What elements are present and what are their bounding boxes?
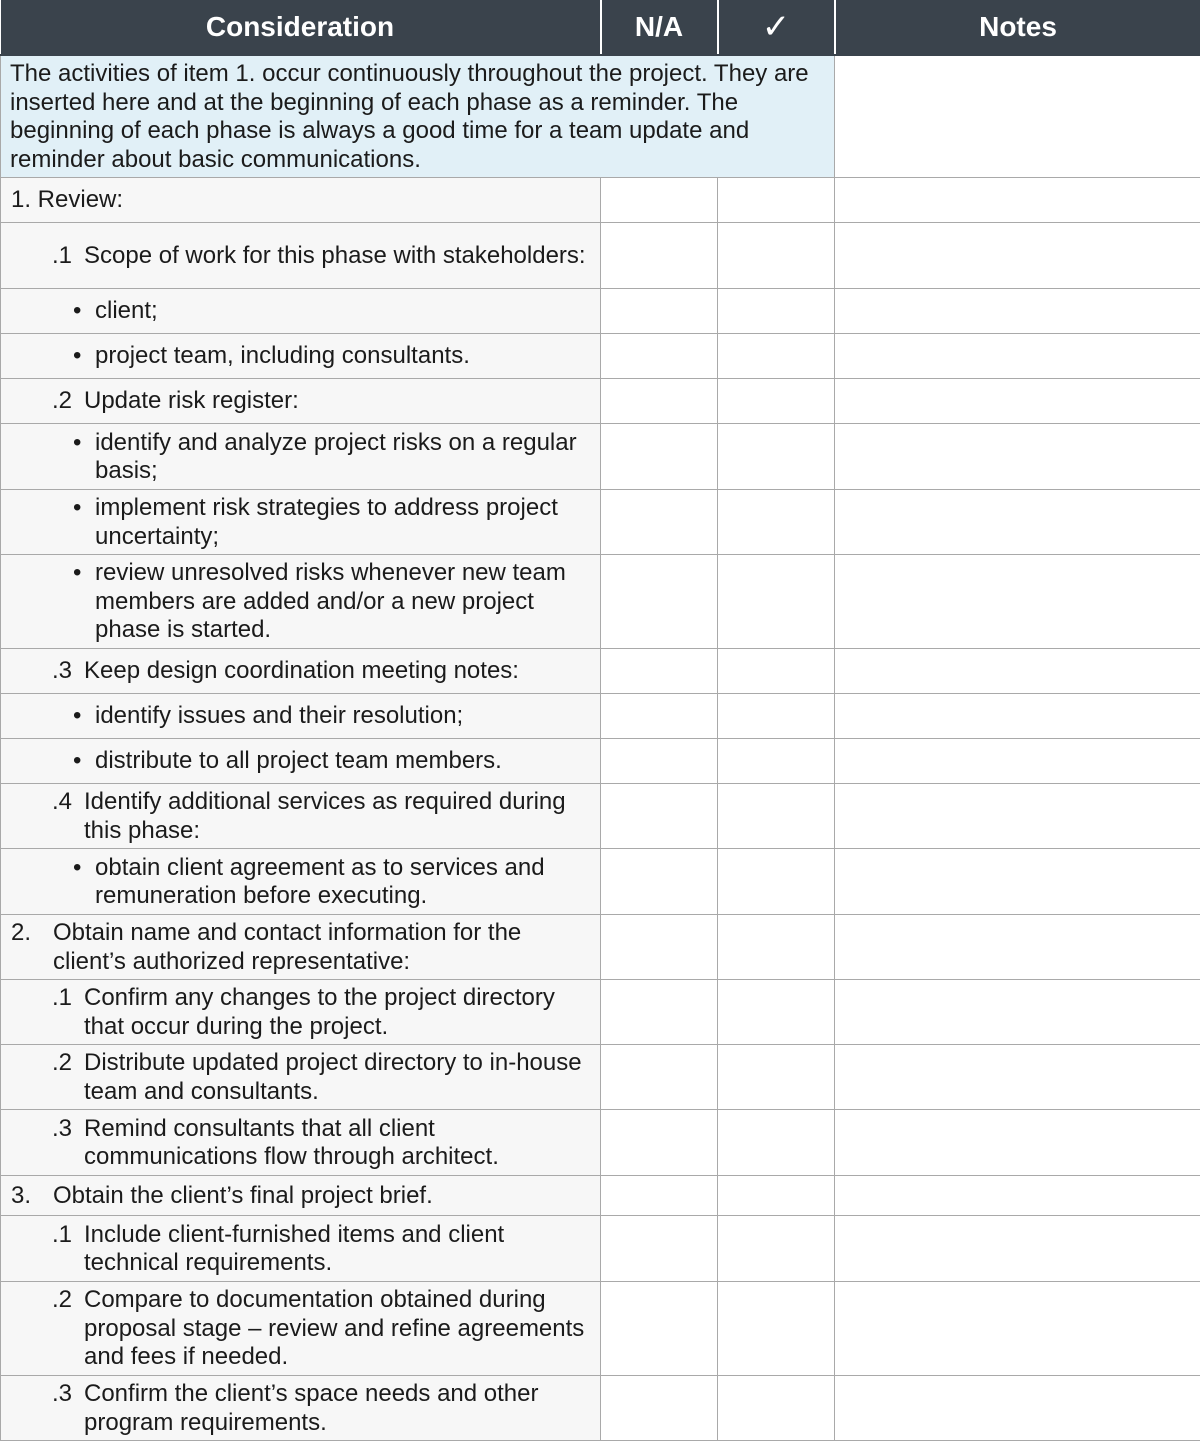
item-text: identify and analyze project risks on a regular basis; — [95, 428, 577, 484]
check-cell[interactable] — [718, 490, 835, 555]
header-consideration: Consideration — [1, 0, 601, 55]
checklist-row — [1, 649, 1200, 694]
na-cell[interactable] — [601, 334, 718, 379]
na-cell[interactable] — [601, 1176, 718, 1216]
item-number: .3 — [52, 1114, 73, 1142]
notes-cell[interactable] — [835, 334, 1200, 379]
consideration-cell — [1, 915, 601, 980]
check-cell[interactable] — [718, 694, 835, 739]
consideration-cell — [1, 1176, 601, 1216]
na-cell[interactable] — [601, 739, 718, 784]
notes-cell[interactable] — [835, 980, 1200, 1045]
item-text: identify issues and their resolution; — [95, 702, 464, 730]
checklist-row — [1, 784, 1200, 849]
notes-cell[interactable] — [835, 849, 1200, 915]
check-cell[interactable] — [718, 1110, 835, 1176]
checklist-row — [1, 379, 1200, 424]
item-number: 3. — [11, 1181, 32, 1209]
header-na: N/A — [601, 0, 718, 55]
bullet-icon: • — [73, 853, 82, 881]
consideration-cell — [1, 1282, 601, 1376]
bullet-icon: • — [73, 297, 82, 325]
na-cell[interactable] — [601, 223, 718, 289]
check-cell[interactable] — [718, 334, 835, 379]
consideration-cell — [1, 1110, 601, 1176]
na-cell[interactable] — [601, 1376, 718, 1441]
checklist-row — [1, 739, 1200, 784]
item-number: .1 — [52, 984, 73, 1011]
item-text: Keep design coordination meeting notes: — [84, 657, 519, 685]
item-text: project team, including consultants. — [95, 342, 470, 370]
notes-cell[interactable] — [835, 1376, 1200, 1441]
check-cell[interactable] — [718, 289, 835, 334]
check-cell[interactable] — [718, 649, 835, 694]
consideration-cell — [1, 1045, 601, 1110]
checklist-row — [1, 694, 1200, 739]
check-cell[interactable] — [718, 1216, 835, 1282]
consideration-cell — [1, 424, 601, 490]
checklist-row — [1, 1376, 1200, 1441]
checklist-row — [1, 980, 1200, 1045]
item-text: review unresolved risks whenever new team members are added and/or a new project phase is started. — [95, 559, 566, 644]
notes-cell[interactable] — [835, 555, 1200, 649]
bullet-icon: • — [73, 747, 82, 775]
item-text: distribute to all project team members. — [95, 747, 502, 775]
notes-cell[interactable] — [835, 424, 1200, 490]
consideration-cell — [1, 334, 601, 379]
notes-cell[interactable] — [835, 223, 1200, 289]
notes-cell[interactable] — [835, 1110, 1200, 1176]
checklist-row — [1, 1110, 1200, 1176]
notes-cell[interactable] — [835, 1045, 1200, 1110]
checklist-row — [1, 178, 1200, 223]
notes-cell[interactable] — [835, 178, 1200, 223]
notes-cell[interactable] — [835, 379, 1200, 424]
check-cell[interactable] — [718, 1176, 835, 1216]
notes-cell[interactable] — [835, 739, 1200, 784]
item-text: Compare to documentation obtained during proposal stage – review and refine agreements and fees if needed. — [84, 1286, 585, 1371]
check-cell[interactable] — [718, 555, 835, 649]
item-text: Obtain name and contact information for the client’s authorized representative: — [53, 919, 522, 975]
notes-cell[interactable] — [835, 1216, 1200, 1282]
bullet-icon: • — [73, 342, 82, 370]
consideration-cell — [1, 379, 601, 424]
na-cell[interactable] — [601, 649, 718, 694]
item-text: Include client-furnished items and client technical requirements. — [84, 1220, 505, 1276]
consideration-cell — [1, 490, 601, 555]
consideration-cell — [1, 555, 601, 649]
checklist-row — [1, 849, 1200, 915]
check-cell[interactable] — [718, 739, 835, 784]
consideration-cell — [1, 849, 601, 915]
item-text: Confirm any changes to the project directory that occur during the project. — [84, 984, 555, 1040]
consideration-cell — [1, 1216, 601, 1282]
na-cell[interactable] — [601, 424, 718, 490]
na-cell[interactable] — [601, 1216, 718, 1282]
checklist-row — [1, 1176, 1200, 1216]
bullet-icon: • — [73, 702, 82, 730]
item-number: .3 — [52, 1380, 73, 1407]
na-cell[interactable] — [601, 849, 718, 915]
check-cell[interactable] — [718, 424, 835, 490]
na-cell[interactable] — [601, 980, 718, 1045]
na-cell[interactable] — [601, 490, 718, 555]
check-cell[interactable] — [718, 178, 835, 223]
item-text: client; — [95, 297, 158, 325]
consideration-cell — [1, 1376, 601, 1441]
bullet-icon: • — [73, 428, 82, 456]
na-cell[interactable] — [601, 915, 718, 980]
consideration-cell — [1, 694, 601, 739]
check-cell[interactable] — [718, 980, 835, 1045]
check-cell[interactable] — [718, 1282, 835, 1376]
checkmark-icon: ✓ — [718, 0, 835, 55]
checklist-row — [1, 490, 1200, 555]
item-text: Scope of work for this phase with stakeholders: — [84, 241, 586, 269]
consideration-cell — [1, 649, 601, 694]
check-cell[interactable] — [718, 849, 835, 915]
item-number: .2 — [52, 387, 73, 415]
item-text: obtain client agreement as to services and remuneration before executing. — [95, 853, 545, 909]
na-cell[interactable] — [601, 694, 718, 739]
item-number: .2 — [52, 1049, 73, 1076]
intro-note: The activities of item 1. occur continuously throughout the project. They are inserted here and at the beginning of each phase as a reminder. The beginning of each phase is always a good time for a team update and reminder about basic communications. — [1, 55, 835, 178]
consideration-cell — [1, 784, 601, 849]
item-number: 2. — [11, 919, 32, 946]
notes-cell[interactable] — [835, 1176, 1200, 1216]
item-number: .1 — [52, 1220, 73, 1248]
item-text: Remind consultants that all client communications flow through architect. — [84, 1114, 499, 1170]
checklist-row — [1, 1045, 1200, 1110]
item-number: .4 — [52, 788, 73, 815]
item-number: .1 — [52, 241, 73, 269]
consideration-cell — [1, 980, 601, 1045]
item-text: Confirm the client’s space needs and other program requirements. — [84, 1380, 539, 1436]
check-cell[interactable] — [718, 1045, 835, 1110]
notes-cell[interactable] — [835, 784, 1200, 849]
checklist-row — [1, 915, 1200, 980]
notes-cell[interactable] — [835, 289, 1200, 334]
intro-row — [1, 55, 1200, 178]
na-cell[interactable] — [601, 784, 718, 849]
item-text: Update risk register: — [84, 387, 299, 415]
na-cell[interactable] — [601, 379, 718, 424]
consideration-cell — [1, 739, 601, 784]
check-cell[interactable] — [718, 379, 835, 424]
checklist-row — [1, 1216, 1200, 1282]
checklist-row — [1, 555, 1200, 649]
intro-notes-cell[interactable] — [835, 55, 1200, 178]
checklist-row — [1, 334, 1200, 379]
checklist-row — [1, 1282, 1200, 1376]
check-cell[interactable] — [718, 1376, 835, 1441]
na-cell[interactable] — [601, 1045, 718, 1110]
consideration-cell — [1, 178, 601, 223]
checklist-row — [1, 223, 1200, 289]
item-number: .2 — [52, 1286, 73, 1314]
item-text: 1. Review: — [11, 186, 124, 214]
item-text: implement risk strategies to address project uncertainty; — [95, 494, 558, 550]
na-cell[interactable] — [601, 555, 718, 649]
na-cell[interactable] — [601, 289, 718, 334]
notes-cell[interactable] — [835, 1282, 1200, 1376]
na-cell[interactable] — [601, 1282, 718, 1376]
consideration-cell — [1, 223, 601, 289]
notes-cell[interactable] — [835, 694, 1200, 739]
checklist-row — [1, 289, 1200, 334]
consideration-cell — [1, 289, 601, 334]
check-cell[interactable] — [718, 784, 835, 849]
notes-cell[interactable] — [835, 649, 1200, 694]
check-cell[interactable] — [718, 223, 835, 289]
item-text: Obtain the client’s final project brief. — [53, 1181, 433, 1209]
check-cell[interactable] — [718, 915, 835, 980]
header-row — [1, 0, 1200, 55]
item-text: Identify additional services as required during this phase: — [84, 788, 566, 844]
bullet-icon: • — [73, 559, 82, 587]
na-cell[interactable] — [601, 178, 718, 223]
notes-cell[interactable] — [835, 915, 1200, 980]
item-number: .3 — [52, 657, 73, 685]
item-text: Distribute updated project directory to in-house team and consultants. — [84, 1049, 582, 1105]
checklist-row — [1, 424, 1200, 490]
bullet-icon: • — [73, 494, 82, 521]
header-notes: Notes — [835, 0, 1200, 55]
notes-cell[interactable] — [835, 490, 1200, 555]
na-cell[interactable] — [601, 1110, 718, 1176]
